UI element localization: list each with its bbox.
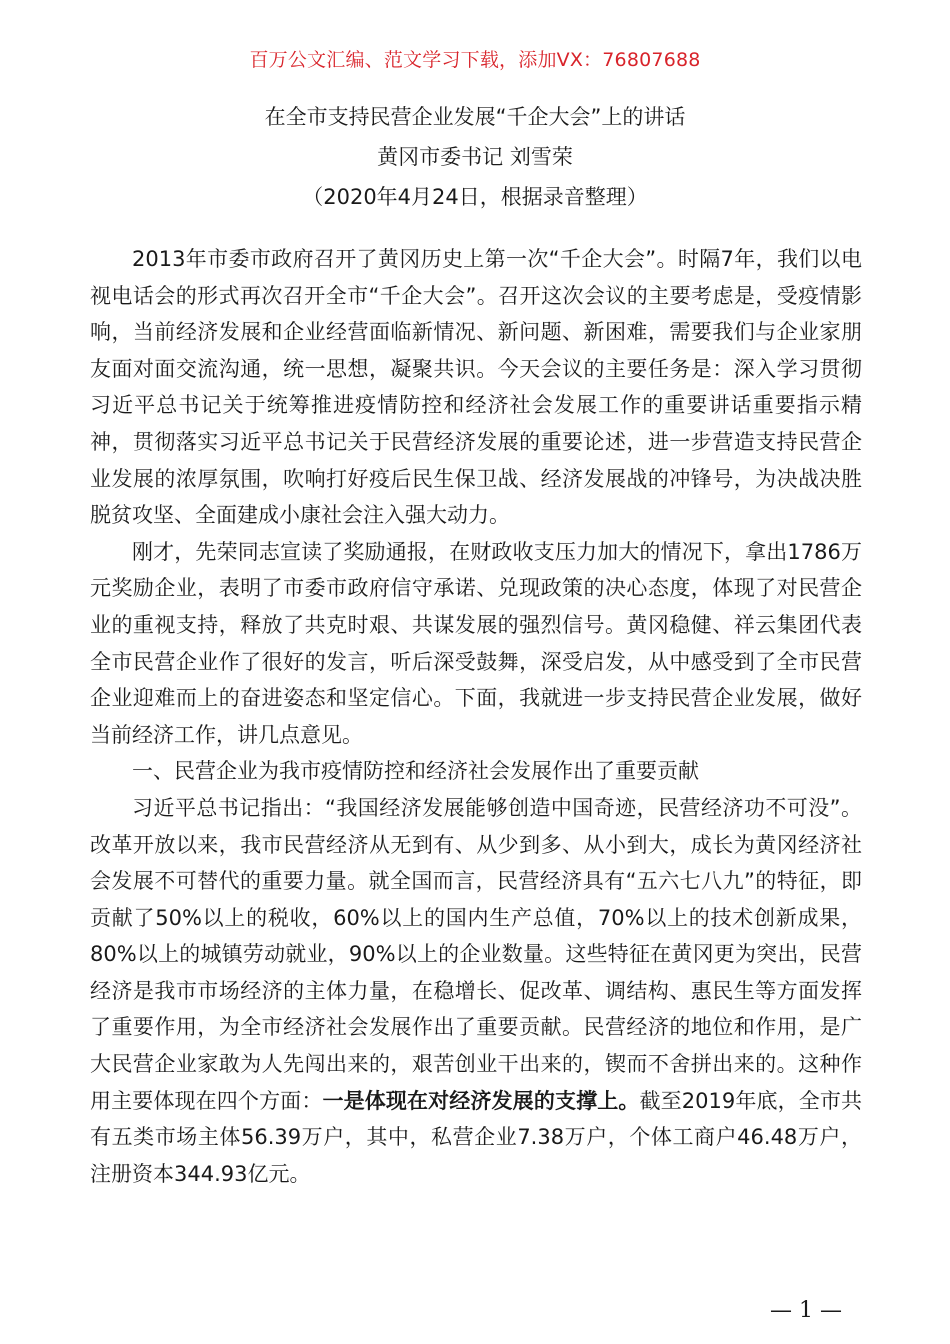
page-number: — 1 —: [770, 1298, 842, 1323]
paragraph-1: 2013年市委市政府召开了黄冈历史上第一次“千企大会”。时隔7年，我们以电视电话会的形式再次召开全市“千企大会”。召开这次会议的主要考虑是，受疫情影响，当前经济发展和企业经营面临新情况、新问题、新困难，需要我们与企业家朋友面对面交流沟通，统一思想，凝聚共识。今天会议的主要任务是：深入学习贯彻习近平总书记关于统筹推进疫情防控和经济社会发展工作的重要讲话重要指示精神，贯彻落实习近平总书记关于民营经济发展的重要论述，进一步营造支持民营企业发展的浓厚氛围，吹响打好疫后民生保卫战、经济发展战的冲锋号，为决战决胜脱贫攻坚、全面建成小康社会注入强大动力。: [90, 247, 862, 528]
body-text: [90, 241, 862, 1192]
speaker-line: 黄冈市委书记 刘雪荣: [377, 145, 573, 169]
paragraph-3-text-b: 截至2019年底，全市共有五类市场主体56.39万户，其中，私营企业7.38万户，个体工商户46.48万户，注册资本344.93亿元。: [90, 1088, 863, 1186]
speech-title: 在全市支持民营企业发展“千企大会”上的讲话: [264, 105, 686, 129]
paragraph-3-bold: 一是体现在对经济发展的支撑上。: [322, 1088, 640, 1113]
promo-banner: 百万公文汇编、范文学习下载，添加VX：76807688: [249, 49, 701, 71]
date-note: （2020年4月24日，根据录音整理）: [302, 185, 648, 209]
paragraph-2: 刚才，先荣同志宣读了奖励通报，在财政收支压力加大的情况下，拿出1786万元奖励企业，表明了市委市政府信守承诺、兑现政策的决心态度，体现了对民营企业的重视支持，释放了共克时艰、共谋发展的强烈信号。黄冈稳健、祥云集团代表全市民营企业作了很好的发言，听后深受鼓舞，深受启发，从中感受到了全市民营企业迎难而上的奋进姿态和坚定信心。下面，我就进一步支持民营企业发展，做好当前经济工作，讲几点意见。: [90, 539, 862, 747]
title-block: [0, 97, 950, 217]
section-heading-1: 一、民营企业为我市疫情防控和经济社会发展作出了重要贡献: [132, 759, 699, 784]
paragraph-3: [90, 790, 862, 1193]
paragraph-3-text-a: 习近平总书记指出：“我国经济发展能够创造中国奇迹，民营经济功不可没”。改革开放以来，我市民营经济从无到有、从少到多、从小到大，成长为黄冈经济社会发展不可替代的重要力量。就全国而言，民营经济具有“五六七八九”的特征，即贡献了50%以上的税收，60%以上的国内生产总值，70%以上的技术创新成果，80%以上的城镇劳动就业，90%以上的企业数量。这些特征在黄冈更为突出，民营经济是我市市场经济的主体力量，在稳增长、促改革、调结构、惠民生等方面发挥了重要作用，为全市经济社会发展作出了重要贡献。民营经济的地位和作用，是广大民营企业家敢为人先闯出来的，艰苦创业干出来的，锲而不舍拼出来的。这种作用主要体现在四个方面：: [90, 795, 862, 1113]
